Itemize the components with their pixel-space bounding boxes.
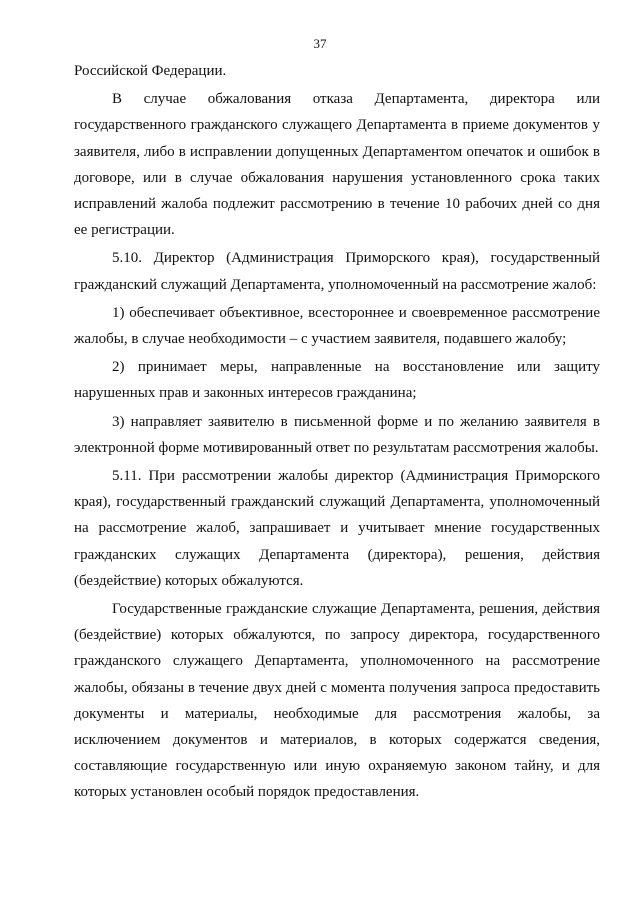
- paragraph-5-10-item-3: 3) направляет заявителю в письменной форме и по желанию заявителя в электронной форме мотивированный ответ по результатам рассмотрения жалобы.: [74, 413, 600, 456]
- page-body: [74, 58, 600, 806]
- paragraph-5-10: 5.10. Директор (Администрация Приморского края), государственный гражданский служащий Департамента, уполномоченный на рассмотрение жалоб:: [74, 250, 600, 293]
- paragraph-appeal-refusal: В случае обжалования отказа Департамента, директора или государственного гражданского служащего Департамента в приеме документов у заявителя, либо в исправлении допущенных Департаментом опечаток и ошибок в договоре, или в случае обжалования нарушения установленного срока таких исправлений жалоба подлежит рассмотрению в течение 10 рабочих дней со дня ее регистрации.: [74, 91, 600, 239]
- paragraph-5-10-item-1: 1) обеспечивает объективное, всестороннее и своевременное рассмотрение жалобы, в случае необходимости – с участием заявителя, подавшего жалобу;: [74, 304, 600, 348]
- paragraph-5-11: 5.11. При рассмотрении жалобы директор (Администрация Приморского края), государственный гражданский служащий Департамента, уполномоченный на рассмотрение жалоб, запрашивает и учитывает мнение государственных гражданских служащих Департамента (директора), решения, действия (бездействие) которых обжалуются.: [74, 468, 600, 589]
- page-number: 37: [313, 36, 327, 51]
- paragraph-civil-servants: Государственные гражданские служащие Департамента, решения, действия (бездействие) которых обжалуются, по запросу директора, государственного гражданского служащего Департамента, уполномоченного на рассмотрение жалобы, обязаны в течение двух дней с момента получения запроса предоставить документы и материалы, необходимые для рассмотрения жалобы, за исключением документов и материалов, в которых содержатся сведения, составляющие государственную или иную охраняемую законом тайну, и для которых установлен особый порядок предоставления.: [74, 601, 600, 801]
- paragraph-continuation: Российской Федерации.: [74, 63, 227, 79]
- paragraph-5-10-item-2: 2) принимает меры, направленные на восстановление или защиту нарушенных прав и законных интересов гражданина;: [74, 359, 600, 402]
